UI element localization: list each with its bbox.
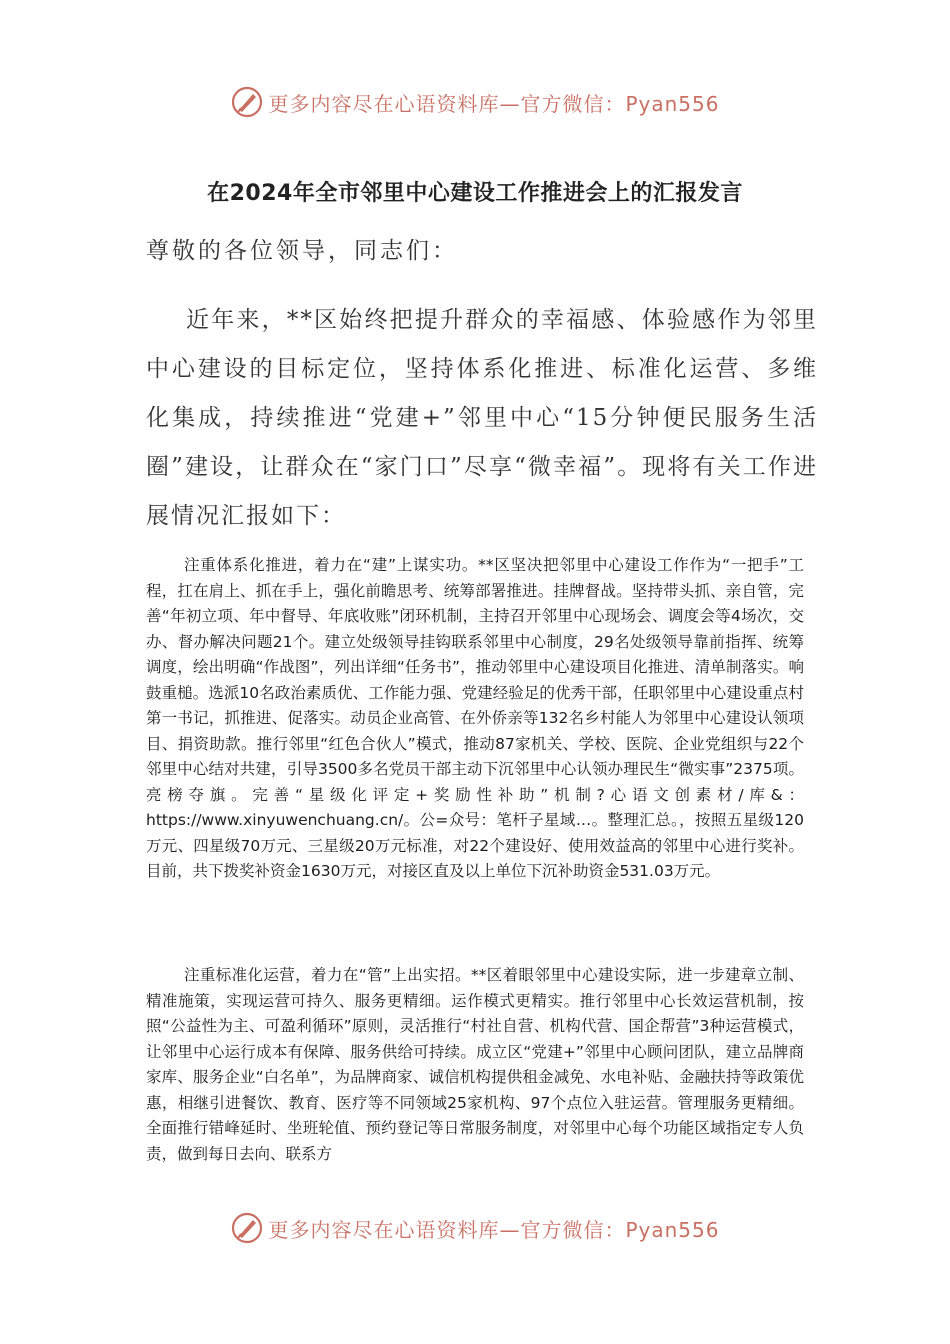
body-paragraph: 注重体系化推进，着力在“建”上谋实功。**区坚决把邻里中心建设工作作为“一把手”工程，扛在肩上、抓在手上，强化前瞻思考、统筹部署推进。挂牌督战。坚持带头抓、亲自管，完善“年初立项、年中督导、年底收账”闭环机制，主持召开邻里中心现场会、调度会等4场次，交办、督办解决问题21个。建立处级领导挂钩联系邻里中心制度，29名处级领导靠前指挥、统筹调度，绘出明确“作战图”，列出详细“任务书”，推动邻里中心建设项目化推进、清单制落实。响鼓重槌。选派10名政治素质优、工作能力强、党建经验足的优秀干部，任职邻里中心建设重点村第一书记，抓推进、促落实。动员企业高管、在外侨亲等132名乡村能人为邻里中心建设认领项目、捐资助款。推行邻里“红色合伙人”模式，推动87家机关、学校、医院、企业党组织与22个邻里中心结对共建，引导3500多名党员干部主动下沉邻里中心认领办理民生“微实事”2375项。亮榜夺旗。完善“星级化评定+奖励性补助”机制?心语文创素材/库&：https://www.xinyuwenchuang.cn/。公=众号：笔杆子星域…。整理汇总。，按照五星级120万元、四星级70万元、三星级20万元标准，对22个建设好、使用效益高的邻里中心进行奖补。目前，共下拨奖补资金1630万元，对接区直及以上单位下沉补助资金531.03万元。 — [146, 556, 804, 880]
salutation: 尊敬的各位领导，同志们： — [146, 238, 458, 264]
quill-logo-icon — [230, 1211, 264, 1245]
watermark-text: 更多内容尽在心语资料库—官方微信：Pyan556 — [268, 91, 720, 116]
intro-paragraph: 近年来，**区始终把提升群众的幸福感、体验感作为邻里中心建设的目标定位，坚持体系化推进、标准化运营、多维化集成，持续推进“党建+”邻里中心“15分钟便民服务生活圈”建设，让群众在“家门口”尽享“微幸福”。现将有关工作进展情况汇报如下： — [146, 307, 818, 529]
quill-logo-icon — [230, 85, 264, 119]
watermark-text: 更多内容尽在心语资料库—官方微信：Pyan556 — [268, 1217, 720, 1242]
body-paragraph: 注重标准化运营，着力在“管”上出实招。**区着眼邻里中心建设实际，进一步建章立制、精准施策，实现运营可持久、服务更精细。运作模式更精实。推行邻里中心长效运营机制，按照“公益性为主、可盈利循环”原则，灵活推行“村社自营、机构代营、国企帮营”3种运营模式，让邻里中心运行成本有保障、服务供给可持续。成立区“党建+”邻里中心顾问团队，建立品牌商家库、服务企业“白名单”，为品牌商家、诚信机构提供租金减免、水电补贴、金融扶持等政策优惠，相继引进餐饮、教育、医疗等不同领域25家机构、97个点位入驻运营。管理服务更精细。全面推行错峰延时、坐班轮值、预约登记等日常服务制度，对邻里中心每个功能区域指定专人负责，做到每日去向、联系方 — [146, 966, 804, 1163]
watermark-footer — [0, 1208, 950, 1248]
document-title: 在2024年全市邻里中心建设工作推进会上的汇报发言 — [207, 181, 743, 206]
watermark-header — [0, 82, 950, 122]
